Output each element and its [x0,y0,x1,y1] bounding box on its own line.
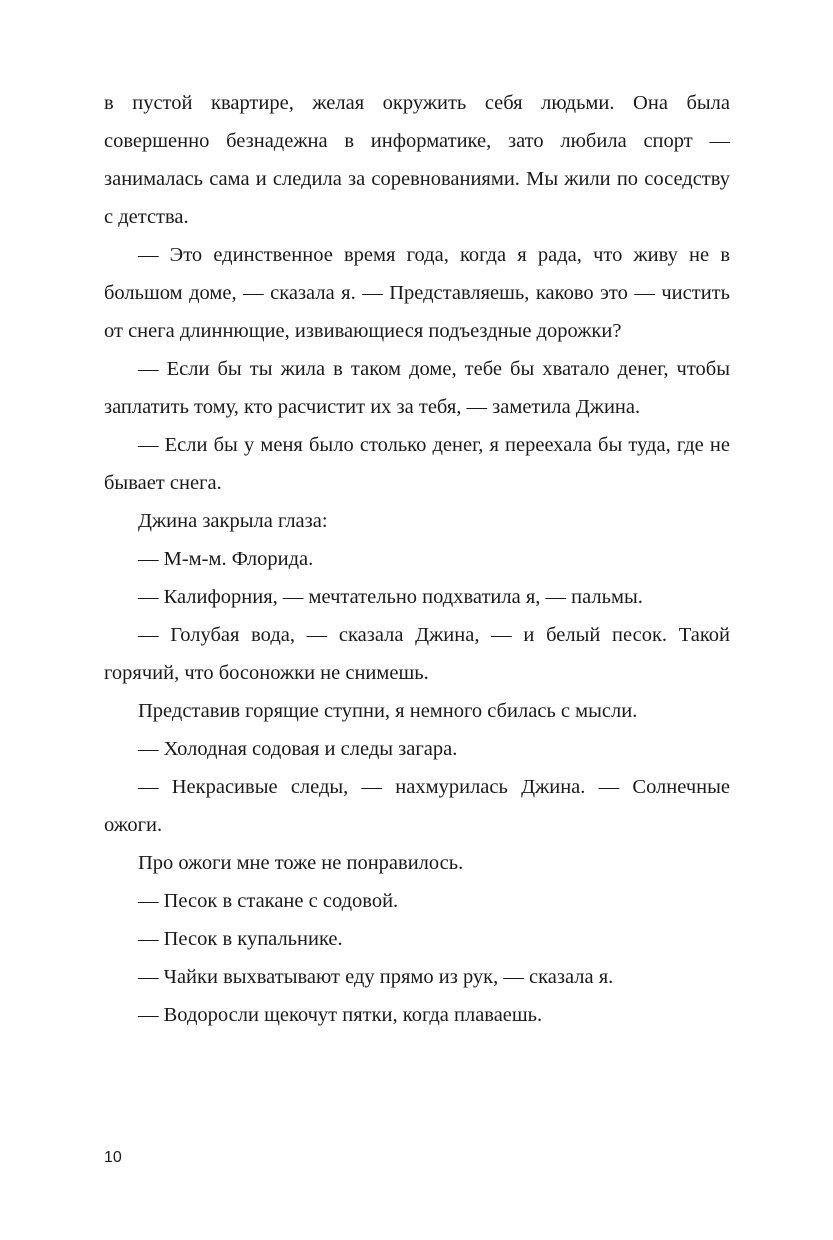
paragraph: — Холодная содовая и следы загара. [138,738,458,760]
paragraph: — Песок в купальнике. [138,928,343,950]
paragraph: — Чайки выхватывают еду прямо из рук, — сказала я. [138,966,614,988]
paragraph: — Песок в стакане с содовой. [138,890,399,912]
paragraph: в пустой квартире, желая окружить себя людьми. Она была совершенно безнадежна в информатике, зато любила спорт — занималась сама и следила за соревнованиями. Мы жили по соседству с детства. [104,92,730,228]
paragraph: Про ожоги мне тоже не понравилось. [138,852,464,874]
paragraph: — Водоросли щекочут пятки, когда плаваешь. [138,1004,543,1026]
paragraph: — М-м-м. Флорида. [138,548,314,570]
paragraph: Представив горящие ступни, я немного сбилась с мысли. [138,700,638,722]
page-number: 10 [104,1149,122,1166]
paragraph: — Это единственное время года, когда я рада, что живу не в большом доме, — сказала я. — Представляешь, каково это — чистить от снега длиннющие, извивающиеся подъездные дорожки? [104,244,730,342]
paragraph: — Если бы у меня было столько денег, я переехала бы туда, где не бывает снега. [104,434,730,494]
page-text-block [104,84,730,1034]
paragraph: — Некрасивые следы, — нахмурилась Джина. — Солнечные ожоги. [104,776,730,836]
paragraph: Джина закрыла глаза: [138,510,328,532]
paragraph: — Калифорния, — мечтательно подхватила я, — пальмы. [138,586,643,608]
paragraph: — Голубая вода, — сказала Джина, — и белый песок. Такой горячий, что босоножки не снимешь. [104,624,730,684]
paragraph: — Если бы ты жила в таком доме, тебе бы хватало денег, чтобы заплатить тому, кто расчистит их за тебя, — заметила Джина. [104,358,730,418]
